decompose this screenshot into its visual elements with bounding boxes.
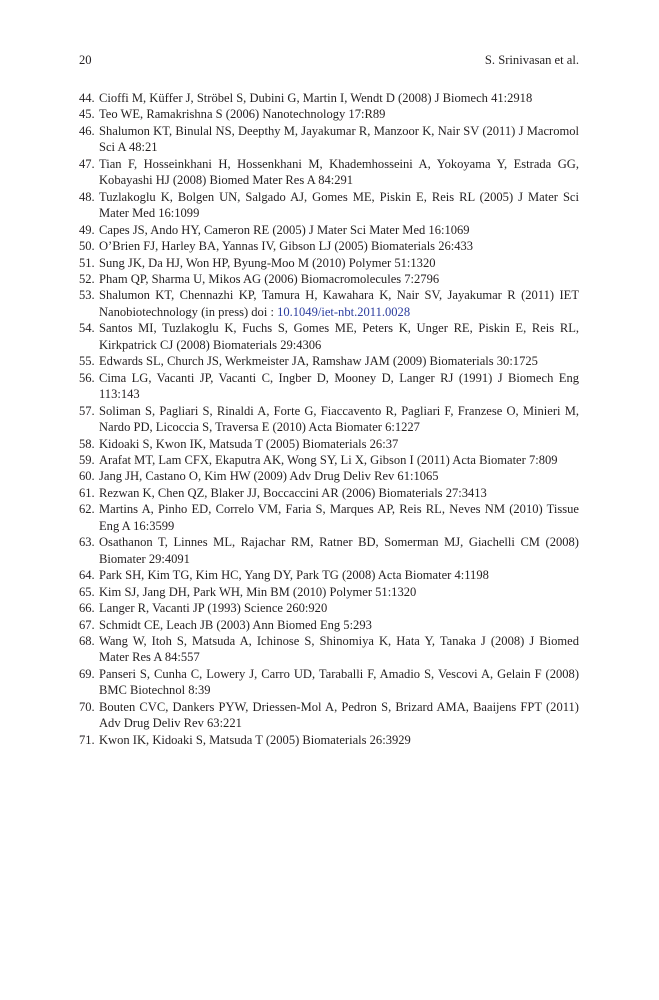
reference-item <box>79 666 579 699</box>
reference-item <box>79 501 579 534</box>
page-number: 20 <box>79 53 92 67</box>
reference-number: 60. <box>79 469 95 484</box>
reference-number: 51. <box>79 255 95 270</box>
reference-item <box>79 106 579 122</box>
reference-text: Wang W, Itoh S, Matsuda A, Ichinose S, Shinomiya K, Hata Y, Tanaka J (2008) J Biomed Mater Res A 84:557 <box>99 633 579 665</box>
reference-text: Kim SJ, Jang DH, Park WH, Min BM (2010) Polymer 51:1320 <box>99 584 417 599</box>
reference-number: 61. <box>79 485 95 500</box>
reference-item <box>79 123 579 156</box>
reference-text: Martins A, Pinho ED, Correlo VM, Faria S, Marques AP, Reis RL, Neves NM (2010) Tissue Eng A 16:3599 <box>99 502 579 533</box>
reference-item <box>79 436 579 452</box>
page-header <box>79 52 579 68</box>
reference-item <box>79 699 579 732</box>
reference-number: 63. <box>79 535 95 550</box>
reference-number: 71. <box>79 732 95 747</box>
reference-number: 65. <box>79 584 95 599</box>
reference-text: Edwards SL, Church JS, Werkmeister JA, Ramshaw JAM (2009) Biomaterials 30:1725 <box>99 354 538 369</box>
reference-text: Pham QP, Sharma U, Mikos AG (2006) Biomacromolecules 7:2796 <box>99 271 440 286</box>
reference-text: Arafat MT, Lam CFX, Ekaputra AK, Wong SY, Li X, Gibson I (2011) Acta Biomater 7:809 <box>99 452 558 467</box>
reference-number: 47. <box>79 156 95 171</box>
reference-item <box>79 485 579 501</box>
reference-number: 53. <box>79 288 95 303</box>
reference-text: Schmidt CE, Leach JB (2003) Ann Biomed Eng 5:293 <box>99 617 372 632</box>
reference-item <box>79 271 579 287</box>
reference-item <box>79 156 579 189</box>
reference-number: 58. <box>79 436 95 451</box>
reference-text: Santos MI, Tuzlakoglu K, Fuchs S, Gomes ME, Peters K, Unger RE, Piskin E, Reis RL, Kirkpatrick CJ (2008) Biomaterials 29:4306 <box>99 321 579 352</box>
reference-number: 54. <box>79 321 95 336</box>
reference-item <box>79 452 579 468</box>
reference-number: 70. <box>79 699 95 714</box>
reference-text: Kidoaki S, Kwon IK, Matsuda T (2005) Biomaterials 26:37 <box>99 436 399 451</box>
reference-item <box>79 403 579 436</box>
doi-link[interactable]: 10.1049/iet-nbt.2011.0028 <box>277 304 411 319</box>
reference-number: 52. <box>79 271 95 286</box>
reference-text: Osathanon T, Linnes ML, Rajachar RM, Ratner BD, Somerman MJ, Giachelli CM (2008) Biomater 29:4091 <box>99 535 579 566</box>
reference-item <box>79 567 579 583</box>
reference-text: Shalumon KT, Binulal NS, Deepthy M, Jayakumar R, Manzoor K, Nair SV (2011) J Macromol Sci A 48:21 <box>99 123 579 155</box>
reference-text: Panseri S, Cunha C, Lowery J, Carro UD, Taraballi F, Amadio S, Vescovi A, Gelain F (2008) BMC Biotechnol 8:39 <box>99 666 579 698</box>
reference-list <box>79 90 579 748</box>
reference-text: Kwon IK, Kidoaki S, Matsuda T (2005) Biomaterials 26:3929 <box>99 732 411 747</box>
reference-text: Jang JH, Castano O, Kim HW (2009) Adv Drug Deliv Rev 61:1065 <box>99 469 439 484</box>
reference-text: Rezwan K, Chen QZ, Blaker JJ, Boccaccini AR (2006) Biomaterials 27:3413 <box>99 485 487 500</box>
reference-text: Capes JS, Ando HY, Cameron RE (2005) J Mater Sci Mater Med 16:1069 <box>99 222 470 237</box>
reference-number: 67. <box>79 617 95 632</box>
reference-item <box>79 732 579 748</box>
reference-number: 50. <box>79 239 95 254</box>
reference-text: Tuzlakoglu K, Bolgen UN, Salgado AJ, Gomes ME, Piskin E, Reis RL (2005) J Mater Sci Mater Med 16:1099 <box>99 189 579 221</box>
reference-number: 45. <box>79 107 95 122</box>
reference-number: 69. <box>79 666 95 681</box>
reference-text: Cioffi M, Küffer J, Ströbel S, Dubini G, Martin I, Wendt D (2008) J Biomech 41:2918 <box>99 91 533 105</box>
reference-number: 44. <box>79 91 95 105</box>
reference-number: 56. <box>79 370 95 385</box>
reference-item <box>79 255 579 271</box>
reference-number: 46. <box>79 123 95 138</box>
reference-item <box>79 534 579 567</box>
reference-item <box>79 222 579 238</box>
reference-item <box>79 353 579 369</box>
reference-item <box>79 320 579 353</box>
reference-item <box>79 189 579 222</box>
reference-text: Sung JK, Da HJ, Won HP, Byung-Moo M (2010) Polymer 51:1320 <box>99 255 436 270</box>
reference-text: Bouten CVC, Dankers PYW, Driessen-Mol A, Pedron S, Brizard AMA, Baaijens FPT (2011) Adv Drug Deliv Rev 63:221 <box>99 699 579 731</box>
reference-text: Langer R, Vacanti JP (1993) Science 260:920 <box>99 601 328 616</box>
reference-text: O’Brien FJ, Harley BA, Yannas IV, Gibson LJ (2005) Biomaterials 26:433 <box>99 239 474 254</box>
reference-item <box>79 584 579 600</box>
reference-item <box>79 633 579 666</box>
reference-number: 57. <box>79 403 95 418</box>
reference-item <box>79 617 579 633</box>
reference-item <box>79 370 579 403</box>
reference-number: 68. <box>79 633 95 648</box>
reference-number: 55. <box>79 354 95 369</box>
reference-number: 48. <box>79 189 95 204</box>
reference-item <box>79 468 579 484</box>
reference-number: 64. <box>79 568 95 583</box>
reference-text: Teo WE, Ramakrishna S (2006) Nanotechnology 17:R89 <box>99 107 386 122</box>
reference-text: Cima LG, Vacanti JP, Vacanti C, Ingber D, Mooney D, Langer RJ (1991) J Biomech Eng 113:143 <box>99 370 579 402</box>
reference-text: Soliman S, Pagliari S, Rinaldi A, Forte G, Fiaccavento R, Pagliari F, Franzese O, Minieri M, Nardo PD, Licoccia S, Traversa E (2010) Acta Biomater 6:1227 <box>99 403 579 435</box>
reference-number: 59. <box>79 452 95 467</box>
reference-number: 66. <box>79 601 95 616</box>
reference-item <box>79 90 579 106</box>
reference-item <box>79 600 579 616</box>
reference-number: 49. <box>79 222 95 237</box>
reference-item <box>79 238 579 254</box>
reference-number: 62. <box>79 502 95 517</box>
reference-text: Shalumon KT, Chennazhi KP, Tamura H, Kawahara K, Nair SV, Jayakumar R (2011) IET Nanobiotechnology (in press) doi : <box>99 288 579 319</box>
reference-text: Tian F, Hosseinkhani H, Hossenkhani M, Khademhosseini A, Yokoyama Y, Estrada GG, Kobayashi HJ (2008) Biomed Mater Res A 84:291 <box>99 156 579 188</box>
reference-item <box>79 287 579 320</box>
reference-text: Park SH, Kim TG, Kim HC, Yang DY, Park TG (2008) Acta Biomater 4:1198 <box>99 568 489 583</box>
running-head: S. Srinivasan et al. <box>484 53 579 67</box>
